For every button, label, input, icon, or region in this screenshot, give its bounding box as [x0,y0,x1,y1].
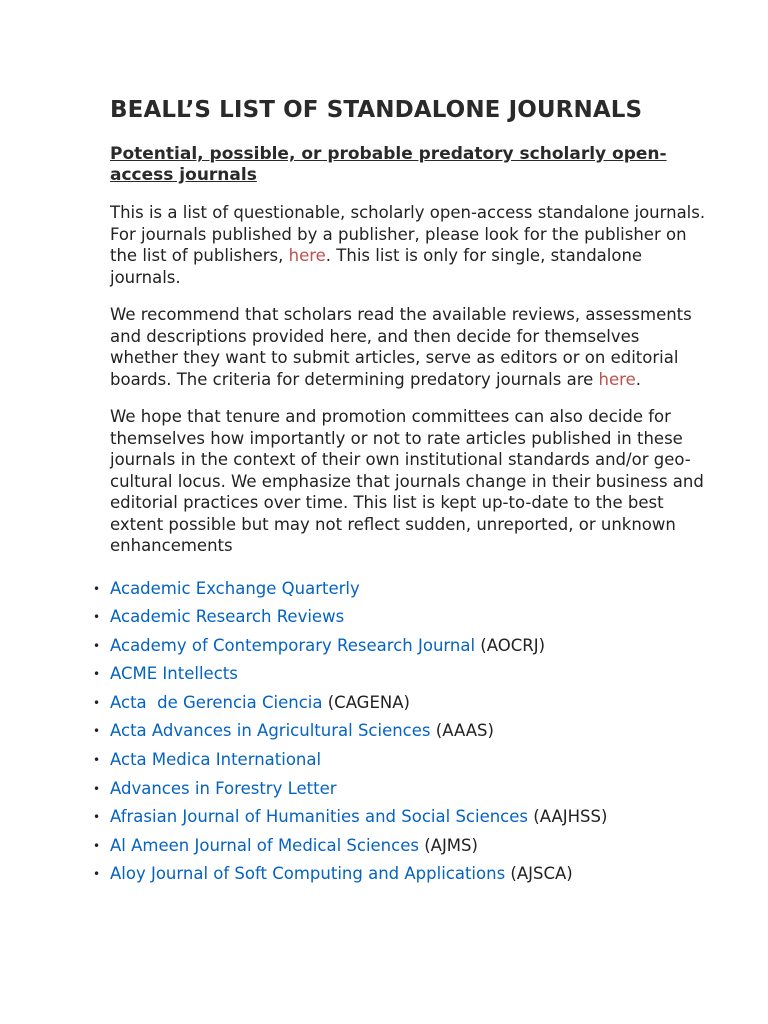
journal-abbreviation: (AJMS) [418,835,478,855]
bullet-icon: • [93,781,101,796]
bullet-icon: • [93,695,101,710]
page-title: BEALL’S LIST OF STANDALONE JOURNALS [110,97,643,123]
list-item [93,603,710,632]
bullet-icon: • [93,638,101,653]
list-item [93,660,710,689]
journal-abbreviation: (CAGENA) [322,692,410,712]
recommend-text-before: We recommend that scholars read the available reviews, assessments and descriptions provided here, and then decide for themselves whether they want to submit articles, serve as editors or on editorial boards. The criteria for determining predatory journals are [110,305,692,389]
bullet-icon: • [93,667,101,682]
journal-abbreviation: (AJSCA) [505,864,573,884]
journal-link[interactable]: ACME Intellects [110,664,238,684]
recommend-text-after: . [635,369,641,389]
journal-abbreviation: (AAAS) [430,721,494,741]
list-item [93,775,710,804]
intro-text-after: . This list is only for single, standalone journals. [110,246,643,287]
list-item [93,689,710,718]
journal-link[interactable]: Academy of Contemporary Research Journal [110,635,476,655]
journal-abbreviation: (AAJHSS) [528,807,608,827]
journal-link[interactable]: Acta Advances in Agricultural Sciences [110,721,431,741]
list-item [93,632,710,661]
list-item [93,717,710,746]
list-item [93,832,710,861]
journal-link[interactable]: Academic Research Reviews [110,607,345,627]
intro-text-before: This is a list of questionable, scholarly open-access standalone journals. For journals published by a publisher, please look for the publisher on the list of publishers, [110,203,706,265]
bullet-icon: • [93,753,101,768]
bullet-icon: • [93,810,101,825]
list-item [93,803,710,832]
publishers-list-link[interactable]: here [288,246,326,265]
journal-link[interactable]: Al Ameen Journal of Medical Sciences [110,835,419,855]
bullet-icon: • [93,867,101,882]
journal-list [93,575,710,890]
bullet-icon: • [93,581,101,596]
journal-link[interactable]: Advances in Forestry Letter [110,778,337,798]
document-page [93,94,710,889]
hope-paragraph: We hope that tenure and promotion committees can also decide for themselves how importantly or not to rate articles published in these journals in the context of their own institutional standards and/or geo-cultural locus. We emphasize that journals change in their business and editorial practices over time. This list is kept up-to-date to the best extent possible but may not reflect sudden, unreported, or unknown enhancements [110,407,704,555]
journal-abbreviation: (AOCRJ) [475,635,546,655]
bullet-icon: • [93,610,101,625]
list-item [93,746,710,775]
journal-link[interactable]: Acta de Gerencia Ciencia [110,692,323,712]
page-subtitle: Potential, possible, or probable predatory scholarly open-access journals [110,144,667,185]
journal-link[interactable]: Afrasian Journal of Humanities and Social Sciences [110,807,529,827]
journal-link[interactable]: Academic Exchange Quarterly [110,578,360,598]
bullet-icon: • [93,838,101,853]
recommend-paragraph [110,304,710,390]
journal-link[interactable]: Aloy Journal of Soft Computing and Applications [110,864,506,884]
journal-link[interactable]: Acta Medica International [110,750,322,770]
list-item [93,860,710,889]
bullet-icon: • [93,724,101,739]
intro-paragraph [110,202,710,288]
criteria-link[interactable]: here [598,369,636,389]
list-item [93,575,710,604]
